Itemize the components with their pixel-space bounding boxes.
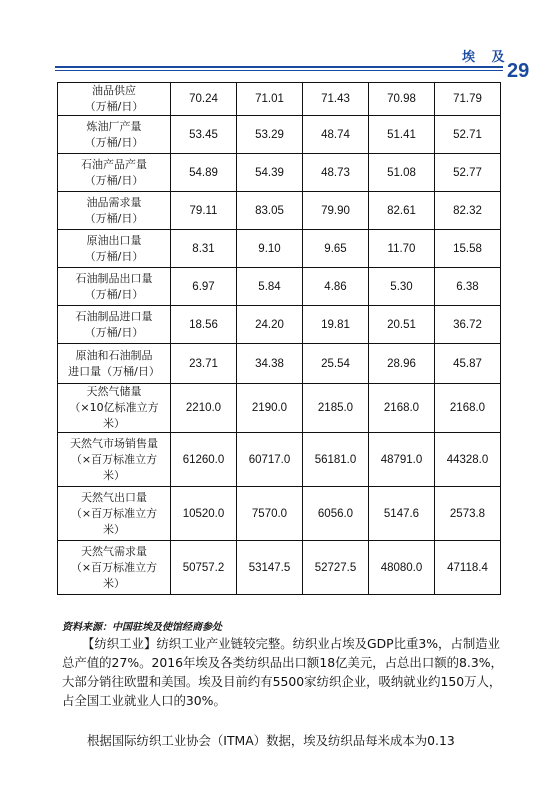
value-cell: 9.65 <box>303 230 369 268</box>
value-cell: 52727.5 <box>303 541 369 595</box>
value-cell: 45.87 <box>435 344 501 384</box>
row-label-line: 米） <box>103 522 125 536</box>
value-cell: 23.71 <box>171 344 237 384</box>
value-cell: 53.29 <box>237 116 303 154</box>
row-label-line: （万桶/日） <box>84 325 144 339</box>
value-cell: 5.84 <box>237 268 303 306</box>
row-label-line: 天然气市场销售量 <box>70 436 158 450</box>
value-cell: 6056.0 <box>303 487 369 541</box>
value-cell: 70.98 <box>369 83 435 116</box>
value-cell: 2573.8 <box>435 487 501 541</box>
running-header-title: 埃 及 <box>462 50 511 65</box>
value-cell: 24.20 <box>237 306 303 344</box>
table-row <box>58 487 501 541</box>
energy-statistics-table <box>57 82 501 595</box>
row-label-line: 米） <box>103 468 125 482</box>
row-label <box>58 83 171 116</box>
row-label-line: 原油和石油制品 <box>75 348 153 362</box>
row-label-line: 石油制品出口量 <box>75 271 153 285</box>
header-rule <box>55 66 503 68</box>
row-label-line: （万桶/日） <box>84 100 144 113</box>
value-cell: 36.72 <box>435 306 501 344</box>
table-row <box>58 344 501 384</box>
value-cell: 52.77 <box>435 154 501 192</box>
row-label <box>58 541 171 595</box>
table-row <box>58 192 501 230</box>
value-cell: 11.70 <box>369 230 435 268</box>
value-cell: 47118.4 <box>435 541 501 595</box>
row-label-line: 炼油厂产量 <box>86 119 142 133</box>
source-note: 资料来源：中国驻埃及使馆经商参处 <box>62 622 222 633</box>
row-label-line: （万桶/日） <box>84 211 144 225</box>
value-cell: 51.08 <box>369 154 435 192</box>
value-cell: 28.96 <box>369 344 435 384</box>
table-row <box>58 268 501 306</box>
value-cell: 71.79 <box>435 83 501 116</box>
value-cell: 60717.0 <box>237 433 303 487</box>
paragraph-itma: 根据国际纺织工业协会（ITMA）数据，埃及纺织品每米成本为0.13 <box>87 733 455 748</box>
row-label <box>58 306 171 344</box>
row-label-line: 进口量（万桶/日） <box>68 364 160 378</box>
row-label-line: 天然气储量 <box>86 385 142 398</box>
value-cell: 7570.0 <box>237 487 303 541</box>
value-cell: 56181.0 <box>303 433 369 487</box>
row-label-line: 石油制品进口量 <box>75 309 153 323</box>
row-label-line: （×百万标准立方 <box>70 452 158 466</box>
value-cell: 2168.0 <box>435 384 501 433</box>
row-label-line: 油品供应 <box>92 84 136 97</box>
value-cell: 83.05 <box>237 192 303 230</box>
value-cell: 71.43 <box>303 83 369 116</box>
value-cell: 2168.0 <box>369 384 435 433</box>
value-cell: 52.71 <box>435 116 501 154</box>
row-label-line: 天然气需求量 <box>81 544 147 558</box>
table-row <box>58 116 501 154</box>
page-number: 29 <box>507 60 530 82</box>
value-cell: 48791.0 <box>369 433 435 487</box>
table-row <box>58 154 501 192</box>
value-cell: 71.01 <box>237 83 303 116</box>
value-cell: 6.38 <box>435 268 501 306</box>
value-cell: 54.89 <box>171 154 237 192</box>
value-cell: 48.73 <box>303 154 369 192</box>
row-label-line: 石油产品产量 <box>81 157 147 171</box>
row-label <box>58 116 171 154</box>
value-cell: 4.86 <box>303 268 369 306</box>
value-cell: 53147.5 <box>237 541 303 595</box>
row-label-line: （万桶/日） <box>84 249 144 263</box>
table-row <box>58 541 501 595</box>
row-label-line: 米） <box>103 576 125 590</box>
value-cell: 8.31 <box>171 230 237 268</box>
row-label-line: 原油出口量 <box>86 233 142 247</box>
row-label <box>58 192 171 230</box>
value-cell: 10520.0 <box>171 487 237 541</box>
row-label <box>58 433 171 487</box>
table-row <box>58 306 501 344</box>
row-label <box>58 268 171 306</box>
table-row <box>58 433 501 487</box>
value-cell: 70.24 <box>171 83 237 116</box>
row-label <box>58 344 171 384</box>
value-cell: 50757.2 <box>171 541 237 595</box>
row-label <box>58 230 171 268</box>
row-label <box>58 384 171 433</box>
value-cell: 79.11 <box>171 192 237 230</box>
value-cell: 2210.0 <box>171 384 237 433</box>
row-label-line: （万桶/日） <box>84 173 144 187</box>
value-cell: 9.10 <box>237 230 303 268</box>
row-label-line: （万桶/日） <box>84 287 144 301</box>
value-cell: 82.61 <box>369 192 435 230</box>
value-cell: 44328.0 <box>435 433 501 487</box>
row-label-line: 米） <box>103 417 125 430</box>
value-cell: 5147.6 <box>369 487 435 541</box>
row-label-line: （×百万标准立方 <box>70 506 158 520</box>
value-cell: 48080.0 <box>369 541 435 595</box>
value-cell: 54.39 <box>237 154 303 192</box>
value-cell: 82.32 <box>435 192 501 230</box>
value-cell: 20.51 <box>369 306 435 344</box>
value-cell: 6.97 <box>171 268 237 306</box>
value-cell: 79.90 <box>303 192 369 230</box>
value-cell: 25.54 <box>303 344 369 384</box>
row-label <box>58 487 171 541</box>
table-row <box>58 230 501 268</box>
value-cell: 5.30 <box>369 268 435 306</box>
value-cell: 2190.0 <box>237 384 303 433</box>
row-label-line: （×10亿标准立方 <box>69 401 159 414</box>
row-label-line: （万桶/日） <box>84 135 144 149</box>
value-cell: 34.38 <box>237 344 303 384</box>
row-label <box>58 154 171 192</box>
value-cell: 2185.0 <box>303 384 369 433</box>
value-cell: 51.41 <box>369 116 435 154</box>
value-cell: 18.56 <box>171 306 237 344</box>
value-cell: 19.81 <box>303 306 369 344</box>
header-rule-thin <box>55 70 503 71</box>
paragraph-textile: 【纺织工业】纺织工业产业链较完整。纺织业占埃及GDP比重3%，占制造业总产值的27%。2016年埃及各类纺织品出口额18亿美元，占总出口额的8.3%，大部分销往欧盟和美国。埃及目前约有5500家纺织企业，吸纳就业约150万人，占全国工业就业人口的30%。 <box>62 636 503 708</box>
row-label-line: 油品需求量 <box>86 195 142 209</box>
value-cell: 15.58 <box>435 230 501 268</box>
value-cell: 61260.0 <box>171 433 237 487</box>
value-cell: 48.74 <box>303 116 369 154</box>
table-row <box>58 83 501 116</box>
value-cell: 53.45 <box>171 116 237 154</box>
table-row <box>58 384 501 433</box>
row-label-line: 天然气出口量 <box>81 490 147 504</box>
row-label-line: （×百万标准立方 <box>70 560 158 574</box>
